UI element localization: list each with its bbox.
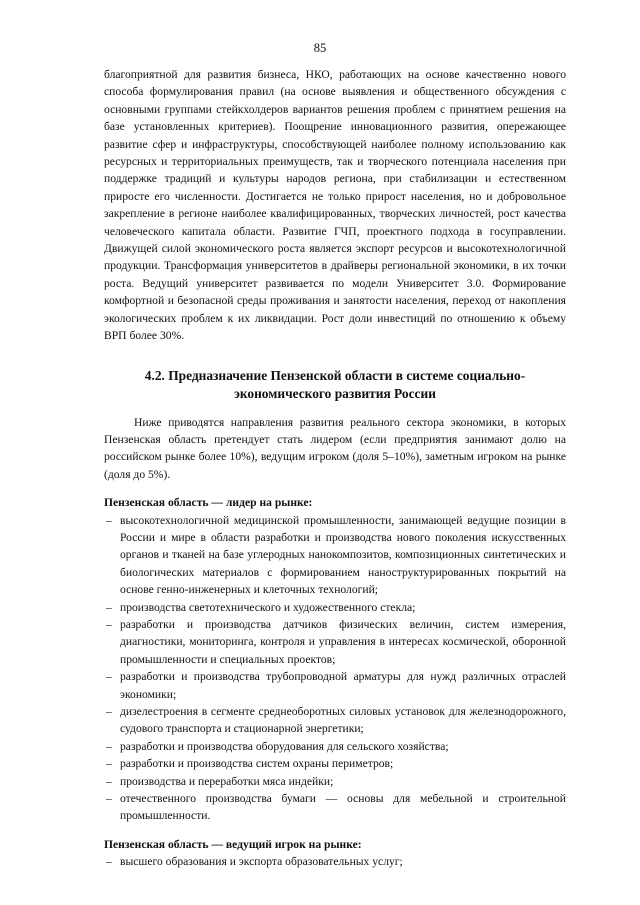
player-list bbox=[104, 853, 566, 870]
section-title-line-1: 4.2. Предназначение Пензенской области в системе социально- bbox=[144, 367, 526, 383]
list-item: – разработки и производства оборудования для сельского хозяйства; bbox=[104, 738, 566, 755]
list-item: – производства и переработки мяса индейки; bbox=[104, 773, 566, 790]
leader-list bbox=[104, 512, 566, 825]
list-item: – производства светотехнического и художественного стекла; bbox=[104, 599, 566, 616]
list-item: – разработки и производства трубопроводной арматуры для нужд различных отраслей экономики; bbox=[104, 668, 566, 703]
list-item: – высокотехнологичной медицинской промышленности, занимающей ведущие позиции в России и мире в области разработки и производства нового поколения искусственных органов и тканей на базе углеродных нанокомпозитов, композиционных синтетических и биологических материалов с формированием наноструктурированных покрытий на основе генно-инженерных и клеточных технологий; bbox=[104, 512, 566, 599]
list-item: – разработки и производства датчиков физических величин, систем измерения, диагностики, мониторинга, контроля и управления в интересах космической, оборонной промышленности и специальных проектов; bbox=[104, 616, 566, 668]
list-item: – дизелестроения в сегменте среднеоборотных силовых установок для железнодорожного, судового транспорта и стационарной энергетики; bbox=[104, 703, 566, 738]
list-item: – разработки и производства систем охраны периметров; bbox=[104, 755, 566, 772]
list-item: – отечественного производства бумаги — основы для мебельной и строительной промышленности. bbox=[104, 790, 566, 825]
player-list-heading: Пензенская область — ведущий игрок на рынке: bbox=[104, 837, 362, 851]
page-content bbox=[104, 66, 566, 871]
section-title-line-2: экономического развития России bbox=[234, 386, 436, 401]
page-number: 85 bbox=[313, 41, 327, 55]
intro-paragraph: благоприятной для развития бизнеса, НКО, работающих на основе качественно нового способа формулирования правил (на основе выявления и общественного обсуждения с основными группами стейкхолдеров вариантов решения проблем с принятием решения на базе установленных критериев). Поощрение инновационного развития, опережающее развитие сфер и инфраструктуры, способствующей наиболее полному использованию как ресурсных и территориальных преимуществ, так и творческого потенциала населения при поддержке традиций и культуры народов региона, при стабилизации и естественном приросте его численности. Достигается не только прирост населения, но и добровольное закрепление в регионе наиболее квалифицированных, творческих личностей, рост качества человеческого капитала области. Развитие ГЧП, проектного подхода в госуправлении. Движущей силой экономического роста является экспорт ресурсов и высокотехнологичной продукции. Трансформация университетов в драйверы региональной экономики, в их точки роста. Ведущий университет развивается по модели Университет 3.0. Формирование комфортной и безопасной среды проживания и занятости населения, переход от накопления экологических проблем к их ликвидации. Рост доли инвестиций по отношению к объему ВРП более 30%. bbox=[104, 68, 566, 343]
list-item: – высшего образования и экспорта образовательных услуг; bbox=[104, 853, 566, 870]
leader-list-heading: Пензенская область — лидер на рынке: bbox=[104, 496, 313, 510]
section-title bbox=[104, 367, 566, 404]
section-intro-paragraph: Ниже приводятся направления развития реального сектора экономики, в которых Пензенская область претендует стать лидером (если предприятия занимают долю на российском рынке более 10%), ведущим игроком (доля 5–10%), заметным игроком на рынке (доля до 5%). bbox=[104, 415, 566, 481]
